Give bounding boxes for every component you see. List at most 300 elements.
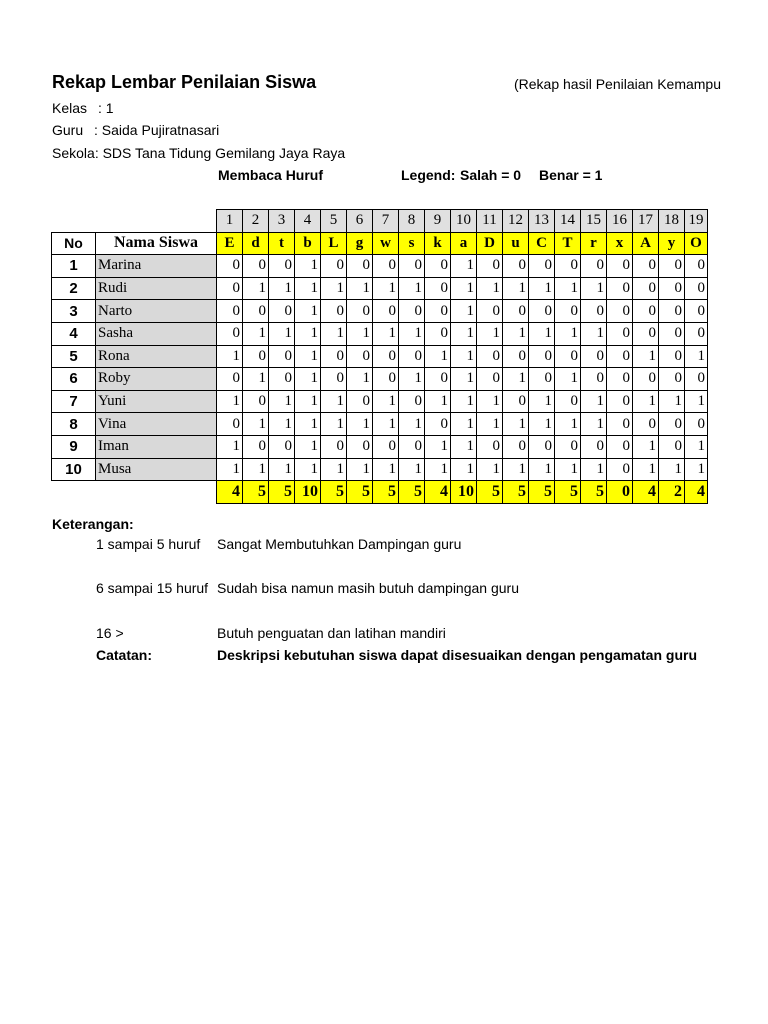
score-cell: 0 (685, 277, 708, 300)
score-cell: 0 (243, 390, 269, 413)
score-cell: 0 (217, 255, 243, 278)
guru-line (52, 122, 219, 138)
table-row (52, 255, 708, 278)
letter-header: D (477, 232, 503, 255)
ket-range-3: 16 > (96, 625, 124, 641)
total-cell: 5 (243, 481, 269, 504)
score-cell: 1 (425, 435, 451, 458)
score-cell: 1 (295, 435, 321, 458)
guru-value: : Saida Pujiratnasari (94, 122, 220, 138)
score-cell: 1 (321, 413, 347, 436)
row-number: 3 (52, 300, 96, 323)
score-cell: 0 (503, 390, 529, 413)
letter-header: E (217, 232, 243, 255)
score-cell: 0 (607, 300, 633, 323)
score-cell: 1 (451, 390, 477, 413)
score-cell: 1 (529, 390, 555, 413)
score-cell: 1 (451, 322, 477, 345)
score-cell: 1 (295, 390, 321, 413)
legend-label: Legend: (401, 167, 456, 183)
score-cell: 0 (503, 255, 529, 278)
total-cell: 5 (373, 481, 399, 504)
score-cell: 0 (477, 435, 503, 458)
score-cell: 0 (685, 413, 708, 436)
score-cell: 1 (373, 322, 399, 345)
score-cell: 0 (347, 435, 373, 458)
score-cell: 1 (295, 300, 321, 323)
score-cell: 0 (269, 255, 295, 278)
letter-header: L (321, 232, 347, 255)
score-cell: 1 (269, 413, 295, 436)
score-cell: 0 (321, 368, 347, 391)
score-cell: 0 (217, 300, 243, 323)
score-cell: 1 (451, 345, 477, 368)
total-cell: 5 (477, 481, 503, 504)
blank-cell (96, 481, 217, 504)
score-cell: 0 (555, 255, 581, 278)
letter-header: s (399, 232, 425, 255)
score-cell: 1 (451, 300, 477, 323)
score-cell: 1 (581, 390, 607, 413)
total-cell: 4 (425, 481, 451, 504)
score-cell: 0 (217, 368, 243, 391)
score-cell: 0 (659, 368, 685, 391)
score-cell: 0 (659, 322, 685, 345)
score-cell: 0 (607, 322, 633, 345)
legend-salah: Salah = 0 (460, 167, 522, 183)
score-cell: 1 (581, 277, 607, 300)
score-cell: 1 (373, 390, 399, 413)
table-row (52, 435, 708, 458)
score-cell: 1 (243, 322, 269, 345)
score-cell: 1 (399, 368, 425, 391)
score-cell: 0 (659, 255, 685, 278)
score-cell: 0 (425, 413, 451, 436)
guru-label: Guru (52, 122, 84, 138)
score-cell: 1 (295, 368, 321, 391)
letter-header: T (555, 232, 581, 255)
sekolah-label: Sekola (52, 145, 95, 161)
score-cell: 1 (581, 458, 607, 481)
score-cell: 0 (529, 345, 555, 368)
row-number: 2 (52, 277, 96, 300)
table-row (52, 322, 708, 345)
score-cell: 1 (217, 345, 243, 368)
score-cell: 0 (347, 390, 373, 413)
score-cell: 0 (529, 435, 555, 458)
table-row (52, 413, 708, 436)
score-cell: 0 (321, 345, 347, 368)
score-cell: 1 (451, 458, 477, 481)
student-name: Vina (96, 413, 217, 436)
score-cell: 0 (607, 277, 633, 300)
column-number: 4 (295, 210, 321, 233)
kelas-label: Kelas (52, 100, 88, 116)
legend-benar: Benar = 1 (539, 167, 603, 183)
score-cell: 0 (347, 345, 373, 368)
score-cell: 0 (373, 255, 399, 278)
score-cell: 0 (633, 413, 659, 436)
score-cell: 1 (373, 277, 399, 300)
score-cell: 0 (477, 345, 503, 368)
score-cell: 0 (685, 368, 708, 391)
table-row (52, 277, 708, 300)
score-cell: 0 (321, 255, 347, 278)
total-cell: 2 (659, 481, 685, 504)
score-cell: 0 (581, 435, 607, 458)
total-cell: 4 (685, 481, 708, 504)
letter-header: C (529, 232, 555, 255)
score-cell: 0 (373, 368, 399, 391)
blank-cell (96, 210, 217, 233)
sekolah-value: : SDS Tana Tidung Gemilang Jaya Raya (94, 145, 346, 161)
score-cell: 0 (399, 435, 425, 458)
score-cell: 1 (321, 277, 347, 300)
column-number: 8 (399, 210, 425, 233)
letter-header: r (581, 232, 607, 255)
score-cell: 1 (581, 413, 607, 436)
score-cell: 0 (503, 345, 529, 368)
score-cell: 1 (321, 390, 347, 413)
ket-range-1: 1 sampai 5 huruf (96, 536, 201, 552)
total-cell: 5 (399, 481, 425, 504)
score-cell: 0 (425, 255, 451, 278)
score-cell: 0 (477, 300, 503, 323)
catatan-text: Deskripsi kebutuhan siswa dapat disesuaikan dengan pengamatan guru (217, 647, 698, 663)
score-cell: 1 (555, 368, 581, 391)
total-cell: 5 (347, 481, 373, 504)
column-number: 7 (373, 210, 399, 233)
student-name: Marina (96, 255, 217, 278)
section-label: Membaca Huruf (218, 167, 324, 183)
score-cell: 0 (373, 435, 399, 458)
score-cell: 1 (451, 413, 477, 436)
column-number: 16 (607, 210, 633, 233)
score-cell: 0 (503, 435, 529, 458)
score-cell: 0 (529, 300, 555, 323)
score-cell: 0 (633, 277, 659, 300)
score-cell: 1 (503, 458, 529, 481)
score-cell: 0 (217, 413, 243, 436)
letter-header: t (269, 232, 295, 255)
score-cell: 0 (347, 255, 373, 278)
score-cell: 0 (555, 435, 581, 458)
score-cell: 1 (477, 277, 503, 300)
row-number: 6 (52, 368, 96, 391)
score-cell: 1 (633, 435, 659, 458)
column-number: 5 (321, 210, 347, 233)
column-number: 2 (243, 210, 269, 233)
column-number: 11 (477, 210, 503, 233)
assessment-table (51, 209, 708, 504)
score-cell: 0 (269, 368, 295, 391)
column-number: 10 (451, 210, 477, 233)
score-cell: 0 (425, 368, 451, 391)
score-cell: 0 (581, 255, 607, 278)
score-cell: 1 (373, 413, 399, 436)
score-cell: 1 (503, 413, 529, 436)
column-number: 6 (347, 210, 373, 233)
blank-cell (52, 210, 96, 233)
score-cell: 1 (425, 458, 451, 481)
table-row (52, 458, 708, 481)
score-cell: 0 (269, 435, 295, 458)
score-cell: 1 (243, 368, 269, 391)
ket-range-2: 6 sampai 15 huruf (96, 580, 209, 596)
totals-row (52, 481, 708, 504)
score-cell: 1 (347, 368, 373, 391)
total-cell: 4 (633, 481, 659, 504)
score-cell: 0 (373, 345, 399, 368)
score-cell: 0 (399, 345, 425, 368)
score-cell: 0 (425, 300, 451, 323)
score-cell: 1 (243, 413, 269, 436)
ket-desc-2: Sudah bisa namun masih butuh dampingan guru (217, 580, 519, 596)
letter-header: y (659, 232, 685, 255)
total-cell: 5 (269, 481, 295, 504)
score-cell: 1 (295, 345, 321, 368)
blank-cell (52, 481, 96, 504)
column-number-row (52, 210, 708, 233)
score-cell: 0 (503, 300, 529, 323)
score-cell: 1 (451, 277, 477, 300)
score-cell: 0 (529, 255, 555, 278)
score-cell: 1 (477, 390, 503, 413)
total-cell: 5 (555, 481, 581, 504)
score-cell: 0 (529, 368, 555, 391)
score-cell: 1 (295, 277, 321, 300)
score-cell: 1 (295, 458, 321, 481)
score-cell: 1 (503, 368, 529, 391)
score-cell: 0 (633, 368, 659, 391)
score-cell: 0 (581, 368, 607, 391)
kelas-value: : 1 (98, 100, 114, 116)
score-cell: 1 (451, 255, 477, 278)
total-cell: 5 (321, 481, 347, 504)
page-subtitle: (Rekap hasil Penilaian Kemampu (514, 76, 721, 92)
score-cell: 0 (607, 413, 633, 436)
score-cell: 1 (425, 345, 451, 368)
row-number: 8 (52, 413, 96, 436)
score-cell: 1 (529, 413, 555, 436)
score-cell: 1 (503, 277, 529, 300)
score-cell: 1 (659, 458, 685, 481)
score-cell: 0 (347, 300, 373, 323)
column-number: 19 (685, 210, 708, 233)
score-cell: 0 (607, 345, 633, 368)
score-cell: 0 (399, 255, 425, 278)
score-cell: 0 (399, 300, 425, 323)
score-cell: 0 (633, 322, 659, 345)
score-cell: 1 (321, 458, 347, 481)
score-cell: 0 (581, 300, 607, 323)
score-cell: 1 (399, 322, 425, 345)
column-number: 13 (529, 210, 555, 233)
row-number: 5 (52, 345, 96, 368)
student-name: Rona (96, 345, 217, 368)
score-cell: 0 (321, 300, 347, 323)
column-number: 18 (659, 210, 685, 233)
score-cell: 0 (243, 300, 269, 323)
score-cell: 1 (217, 435, 243, 458)
student-name: Musa (96, 458, 217, 481)
score-cell: 0 (373, 300, 399, 323)
score-cell: 1 (269, 277, 295, 300)
score-cell: 1 (217, 390, 243, 413)
row-number: 1 (52, 255, 96, 278)
score-cell: 0 (607, 435, 633, 458)
keterangan-title: Keterangan: (52, 516, 134, 532)
score-cell: 1 (399, 277, 425, 300)
score-cell: 0 (243, 255, 269, 278)
student-name: Sasha (96, 322, 217, 345)
column-number: 9 (425, 210, 451, 233)
score-cell: 0 (243, 435, 269, 458)
table-row (52, 300, 708, 323)
sekolah-line (52, 145, 345, 161)
score-cell: 1 (269, 390, 295, 413)
score-cell: 1 (399, 458, 425, 481)
score-cell: 0 (581, 345, 607, 368)
score-cell: 1 (633, 390, 659, 413)
score-cell: 1 (659, 390, 685, 413)
letter-header: O (685, 232, 708, 255)
score-cell: 0 (607, 458, 633, 481)
column-number: 15 (581, 210, 607, 233)
total-cell: 4 (217, 481, 243, 504)
score-cell: 0 (425, 277, 451, 300)
score-cell: 0 (659, 300, 685, 323)
score-cell: 0 (399, 390, 425, 413)
total-cell: 5 (581, 481, 607, 504)
score-cell: 1 (399, 413, 425, 436)
score-cell: 1 (295, 255, 321, 278)
row-number: 10 (52, 458, 96, 481)
score-cell: 1 (373, 458, 399, 481)
score-cell: 0 (243, 345, 269, 368)
table-row (52, 345, 708, 368)
score-cell: 0 (685, 322, 708, 345)
header-name: Nama Siswa (96, 232, 217, 255)
ket-desc-3: Butuh penguatan dan latihan mandiri (217, 625, 446, 641)
score-cell: 0 (685, 255, 708, 278)
table-row (52, 368, 708, 391)
score-cell: 1 (633, 345, 659, 368)
score-cell: 1 (477, 322, 503, 345)
score-cell: 1 (581, 322, 607, 345)
score-cell: 0 (607, 368, 633, 391)
header-row (52, 232, 708, 255)
score-cell: 1 (425, 390, 451, 413)
score-cell: 1 (295, 322, 321, 345)
student-name: Roby (96, 368, 217, 391)
score-cell: 1 (451, 368, 477, 391)
score-cell: 1 (555, 322, 581, 345)
score-cell: 1 (685, 435, 708, 458)
score-cell: 1 (243, 277, 269, 300)
page-title: Rekap Lembar Penilaian Siswa (52, 72, 317, 92)
score-cell: 1 (529, 458, 555, 481)
column-number: 1 (217, 210, 243, 233)
student-name: Yuni (96, 390, 217, 413)
score-cell: 0 (217, 277, 243, 300)
student-name: Iman (96, 435, 217, 458)
score-cell: 1 (529, 277, 555, 300)
score-cell: 0 (269, 345, 295, 368)
letter-header: A (633, 232, 659, 255)
score-cell: 0 (425, 322, 451, 345)
score-cell: 1 (217, 458, 243, 481)
score-cell: 1 (503, 322, 529, 345)
total-cell: 0 (607, 481, 633, 504)
header-no: No (52, 232, 96, 255)
score-cell: 1 (269, 322, 295, 345)
score-cell: 0 (269, 300, 295, 323)
column-number: 12 (503, 210, 529, 233)
score-cell: 1 (477, 413, 503, 436)
letter-header: b (295, 232, 321, 255)
score-cell: 1 (685, 345, 708, 368)
score-cell: 1 (321, 322, 347, 345)
score-cell: 1 (347, 413, 373, 436)
row-number: 9 (52, 435, 96, 458)
letter-header: k (425, 232, 451, 255)
score-cell: 0 (659, 435, 685, 458)
score-cell: 1 (243, 458, 269, 481)
total-cell: 5 (503, 481, 529, 504)
letter-header: d (243, 232, 269, 255)
score-cell: 0 (633, 300, 659, 323)
score-cell: 0 (555, 390, 581, 413)
score-cell: 0 (217, 322, 243, 345)
score-cell: 0 (633, 255, 659, 278)
score-cell: 1 (555, 277, 581, 300)
score-cell: 1 (347, 458, 373, 481)
score-cell: 1 (477, 458, 503, 481)
letter-header: a (451, 232, 477, 255)
total-cell: 10 (451, 481, 477, 504)
score-cell: 1 (269, 458, 295, 481)
column-number: 3 (269, 210, 295, 233)
score-cell: 1 (451, 435, 477, 458)
score-cell: 0 (321, 435, 347, 458)
score-cell: 1 (347, 277, 373, 300)
letter-header: x (607, 232, 633, 255)
score-cell: 1 (347, 322, 373, 345)
catatan-label: Catatan: (96, 647, 153, 663)
score-cell: 0 (659, 277, 685, 300)
score-cell: 0 (555, 300, 581, 323)
row-number: 7 (52, 390, 96, 413)
score-cell: 0 (555, 345, 581, 368)
letter-header: g (347, 232, 373, 255)
student-name: Rudi (96, 277, 217, 300)
score-cell: 0 (607, 390, 633, 413)
score-cell: 1 (529, 322, 555, 345)
score-cell: 0 (607, 255, 633, 278)
column-number: 17 (633, 210, 659, 233)
row-number: 4 (52, 322, 96, 345)
score-cell: 1 (633, 458, 659, 481)
column-number: 14 (555, 210, 581, 233)
score-cell: 1 (685, 390, 708, 413)
score-cell: 1 (685, 458, 708, 481)
letter-header: w (373, 232, 399, 255)
score-cell: 0 (685, 300, 708, 323)
total-cell: 5 (529, 481, 555, 504)
score-cell: 0 (659, 345, 685, 368)
score-cell: 1 (555, 413, 581, 436)
